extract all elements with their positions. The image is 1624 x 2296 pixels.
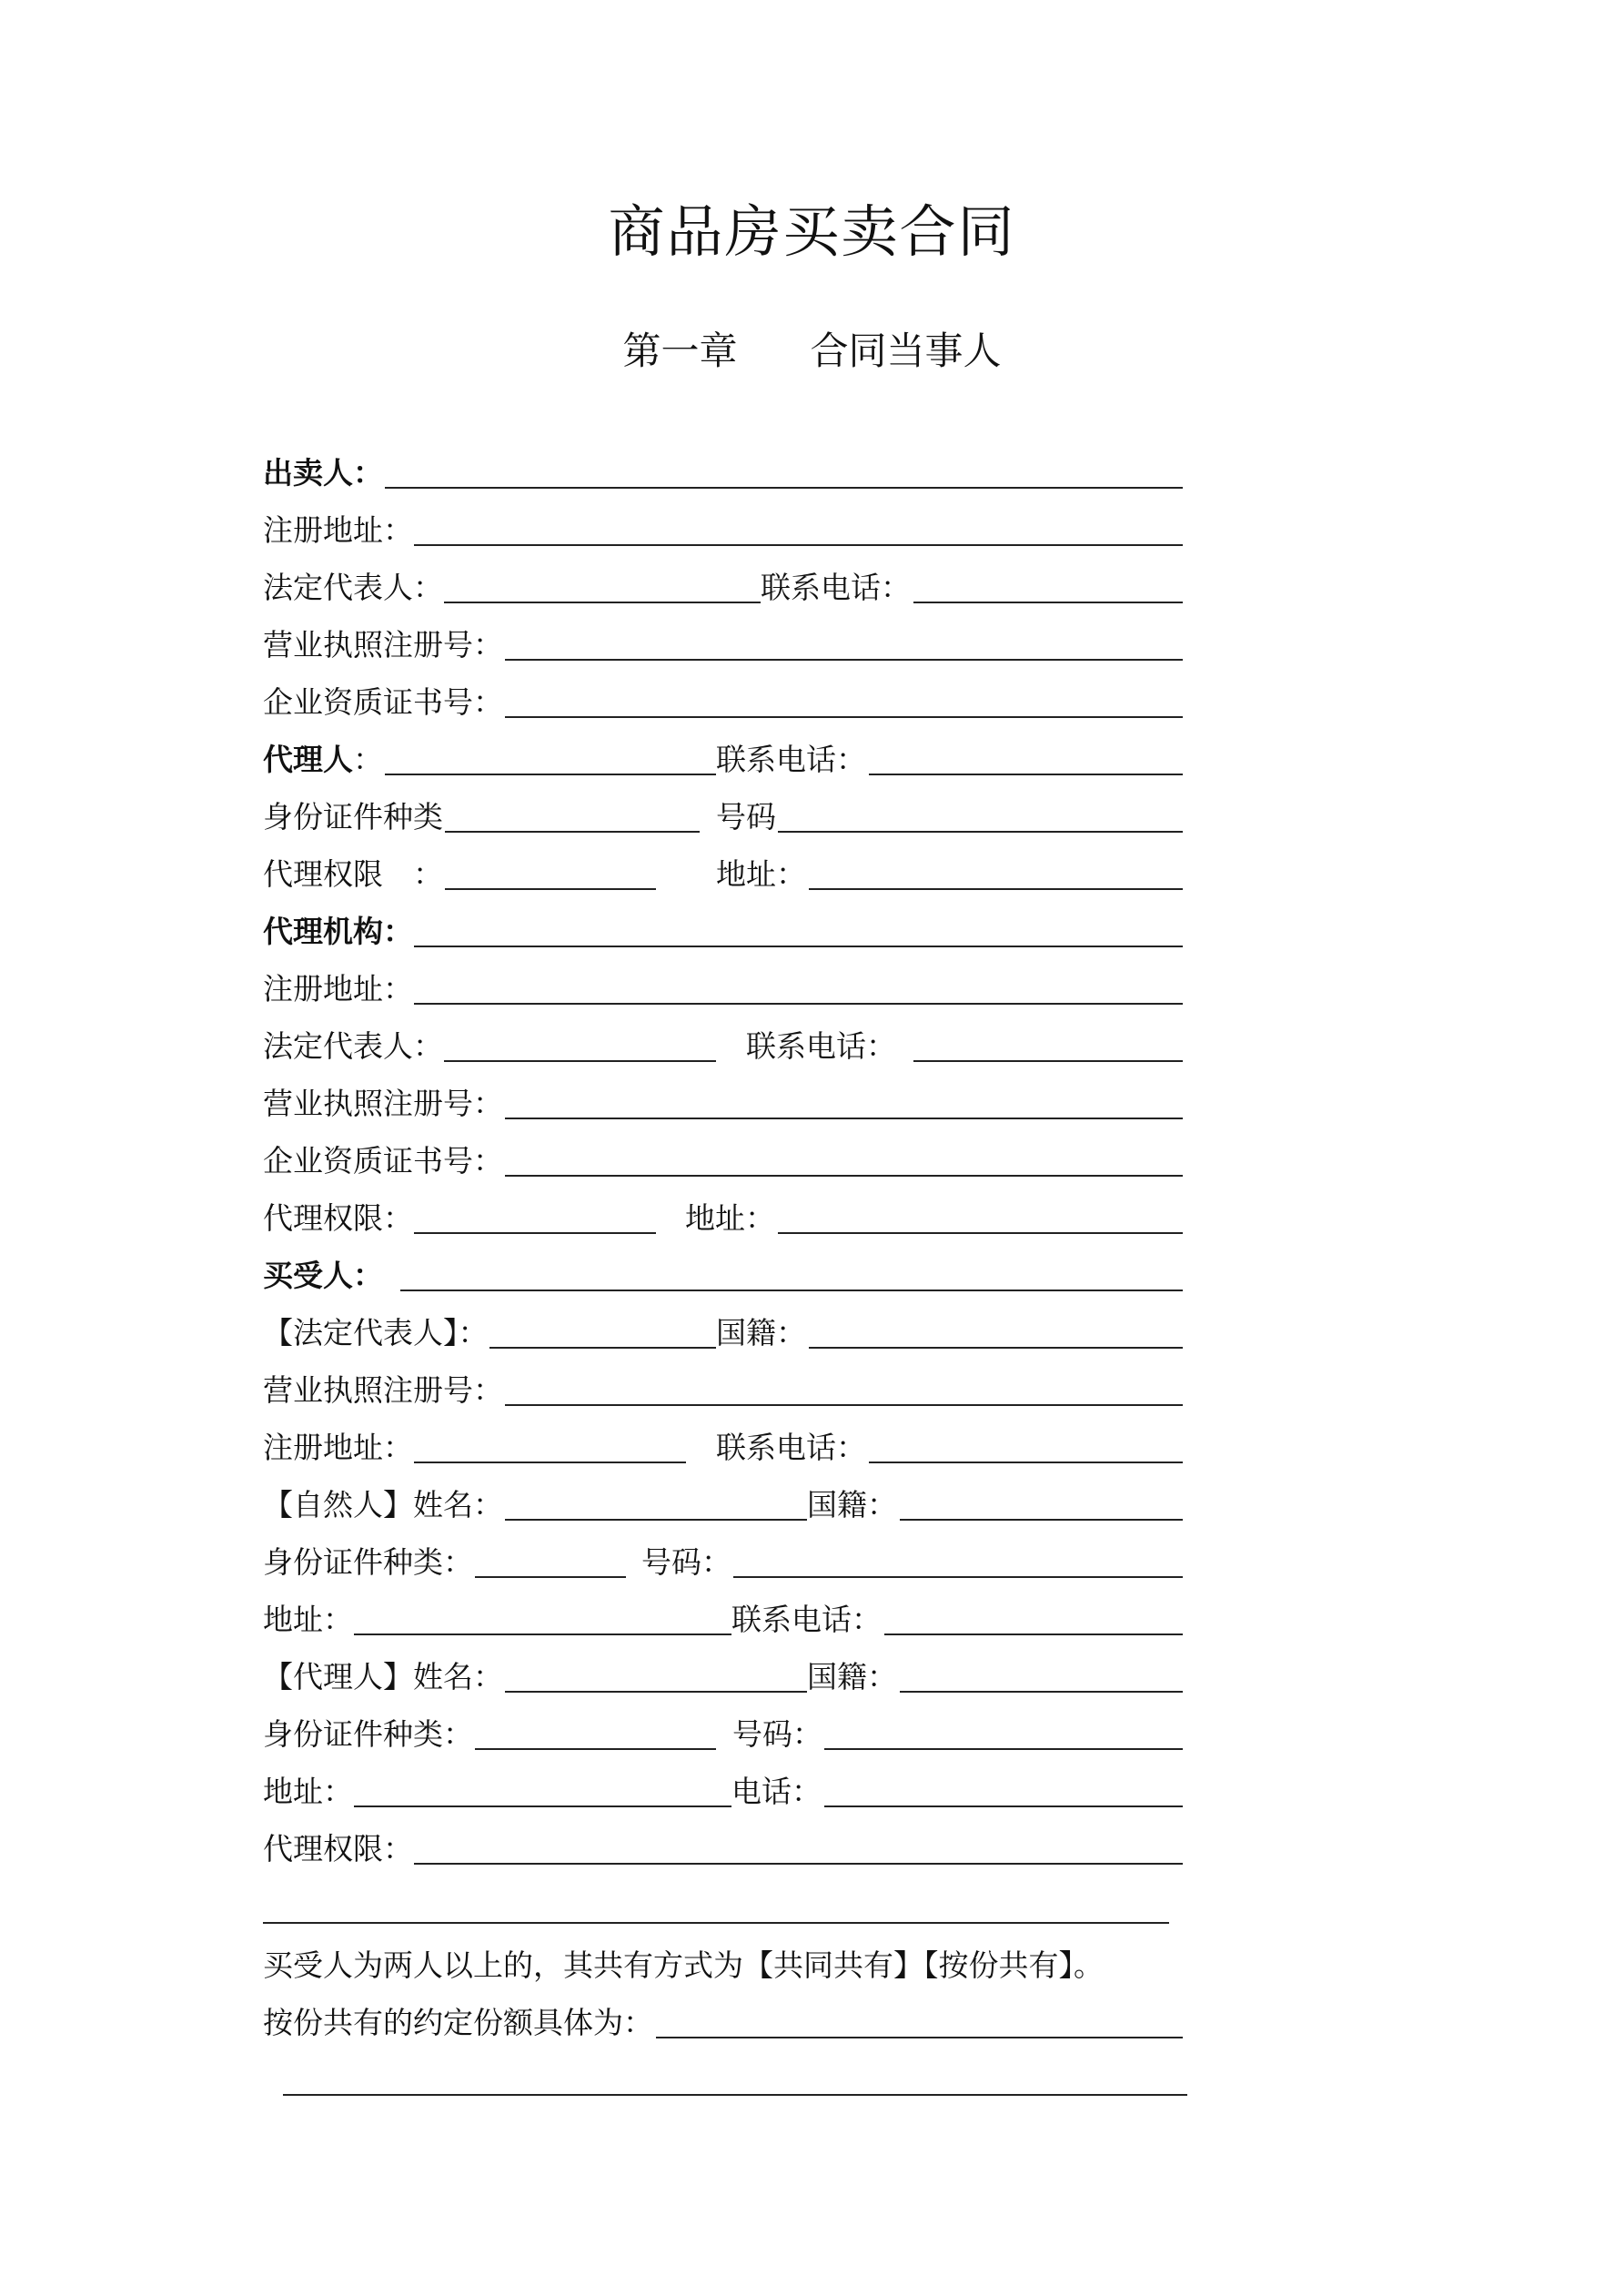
- agency-phone-field[interactable]: [913, 1060, 1183, 1062]
- agency-qualification-label: 企业资质证书号：: [263, 1143, 503, 1178]
- agent-heading-text: 代理人: [263, 742, 353, 777]
- buyer-phone-label: 联系电话：: [716, 1430, 866, 1465]
- seller-legal-rep-field[interactable]: [444, 602, 761, 603]
- buyer-license-label: 营业执照注册号：: [263, 1372, 503, 1408]
- agent-id-type-field[interactable]: [445, 831, 700, 833]
- blank-line-field[interactable]: [263, 1922, 1169, 1924]
- chapter-number: 第一章: [622, 329, 738, 373]
- agent-name-field[interactable]: [385, 774, 716, 775]
- buyer-agent-nationality-field[interactable]: [900, 1691, 1183, 1693]
- co-ownership-statement: 买受人为两人以上的，其共有方式为【共同共有】【按份共有】。: [263, 1947, 1104, 1983]
- buyer-natural-address-label: 地址：: [263, 1602, 353, 1637]
- agency-legal-rep-label: 法定代表人：: [263, 1028, 443, 1064]
- buyer-legal-rep-field[interactable]: [489, 1347, 716, 1349]
- seller-qualification-field[interactable]: [505, 716, 1183, 718]
- agency-name-field[interactable]: [414, 946, 1183, 947]
- buyer-natural-nationality-field[interactable]: [900, 1519, 1183, 1521]
- buyer-natural-address-field[interactable]: [354, 1633, 731, 1635]
- buyer-natural-phone-field[interactable]: [884, 1633, 1183, 1635]
- buyer-natural-id-no-field[interactable]: [733, 1576, 1183, 1578]
- share-agreement-label: 按份共有的约定份额具体为：: [263, 2005, 653, 2040]
- buyer-natural-id-no-label: 号码：: [641, 1544, 731, 1580]
- share-agreement-continuation-field[interactable]: [283, 2094, 1187, 2096]
- agency-reg-address-label: 注册地址：: [263, 971, 413, 1006]
- seller-license-label: 营业执照注册号：: [263, 627, 503, 663]
- buyer-name-field[interactable]: [400, 1290, 1183, 1291]
- buyer-agent-phone-label: 电话：: [731, 1774, 822, 1809]
- buyer-agent-address-field[interactable]: [354, 1805, 731, 1807]
- chapter-name: 合同当事人: [810, 329, 1002, 373]
- buyer-natural-id-type-field[interactable]: [475, 1576, 626, 1578]
- agency-license-field[interactable]: [505, 1118, 1183, 1119]
- seller-legal-rep-label: 法定代表人：: [263, 570, 443, 605]
- seller-reg-address-label: 注册地址：: [263, 512, 413, 548]
- agent-heading-colon: ：: [353, 742, 383, 777]
- chapter-heading: [0, 321, 1624, 376]
- agency-legal-rep-field[interactable]: [444, 1060, 716, 1062]
- buyer-agent-id-type-label: 身份证件种类：: [263, 1716, 473, 1752]
- buyer-agent-id-no-field[interactable]: [824, 1748, 1183, 1750]
- seller-name-field[interactable]: [385, 487, 1183, 489]
- buyer-agent-id-type-field[interactable]: [475, 1748, 716, 1750]
- buyer-natural-phone-label: 联系电话：: [731, 1602, 882, 1637]
- buyer-nationality-field[interactable]: [809, 1347, 1183, 1349]
- agency-address-field[interactable]: [778, 1232, 1183, 1234]
- agent-id-no-field[interactable]: [778, 831, 1183, 833]
- buyer-agent-id-no-label: 号码：: [732, 1716, 822, 1752]
- buyer-natural-nationality-label: 国籍：: [807, 1487, 897, 1522]
- buyer-natural-name-label: 【自然人】姓名：: [263, 1487, 503, 1522]
- buyer-agent-nationality-label: 国籍：: [807, 1659, 897, 1694]
- seller-license-field[interactable]: [505, 659, 1183, 661]
- agent-phone-label: 联系电话：: [716, 742, 866, 777]
- share-agreement-field[interactable]: [656, 2037, 1183, 2038]
- buyer-reg-address-field[interactable]: [414, 1462, 686, 1463]
- seller-reg-address-field[interactable]: [414, 544, 1183, 546]
- contract-title: 商品房买卖合同: [608, 198, 1016, 265]
- agent-authority-label: 代理权限 ：: [263, 856, 443, 892]
- seller-phone-field[interactable]: [913, 602, 1183, 603]
- buyer-agent-address-label: 地址：: [263, 1774, 353, 1809]
- seller-phone-label: 联系电话：: [761, 570, 911, 605]
- agent-address-label: 地址：: [716, 856, 806, 892]
- buyer-agent-authority-label: 代理权限：: [263, 1831, 413, 1866]
- agency-license-label: 营业执照注册号：: [263, 1086, 503, 1121]
- agency-address-label: 地址：: [685, 1200, 775, 1236]
- buyer-natural-id-type-label: 身份证件种类：: [263, 1544, 473, 1580]
- buyer-agent-name-field[interactable]: [505, 1691, 807, 1693]
- agency-authority-field[interactable]: [414, 1232, 656, 1234]
- buyer-agent-phone-field[interactable]: [824, 1805, 1183, 1807]
- buyer-license-field[interactable]: [505, 1404, 1183, 1406]
- buyer-phone-field[interactable]: [869, 1462, 1183, 1463]
- seller-qualification-label: 企业资质证书号：: [263, 684, 503, 720]
- buyer-reg-address-label: 注册地址：: [263, 1430, 413, 1465]
- buyer-heading: 买受人：: [263, 1258, 383, 1293]
- buyer-agent-name-label: 【代理人】姓名：: [263, 1659, 503, 1694]
- agency-phone-label: 联系电话：: [746, 1028, 896, 1064]
- agent-id-no-label: 号码: [716, 799, 776, 834]
- agency-reg-address-field[interactable]: [414, 1003, 1183, 1005]
- agent-phone-field[interactable]: [869, 774, 1183, 775]
- buyer-natural-name-field[interactable]: [505, 1519, 807, 1521]
- agent-address-field[interactable]: [809, 888, 1183, 890]
- seller-heading: 出卖人：: [263, 455, 383, 491]
- agency-heading: 代理机构：: [263, 914, 413, 949]
- agent-heading: [263, 737, 383, 783]
- buyer-legal-rep-label: 【法定代表人】：: [263, 1315, 489, 1350]
- buyer-agent-authority-field[interactable]: [414, 1863, 1183, 1865]
- agency-authority-label: 代理权限：: [263, 1200, 413, 1236]
- agency-qualification-field[interactable]: [505, 1175, 1183, 1177]
- buyer-nationality-label: 国籍：: [716, 1315, 806, 1350]
- agent-id-type-label: 身份证件种类: [263, 799, 443, 834]
- agent-authority-field[interactable]: [445, 888, 656, 890]
